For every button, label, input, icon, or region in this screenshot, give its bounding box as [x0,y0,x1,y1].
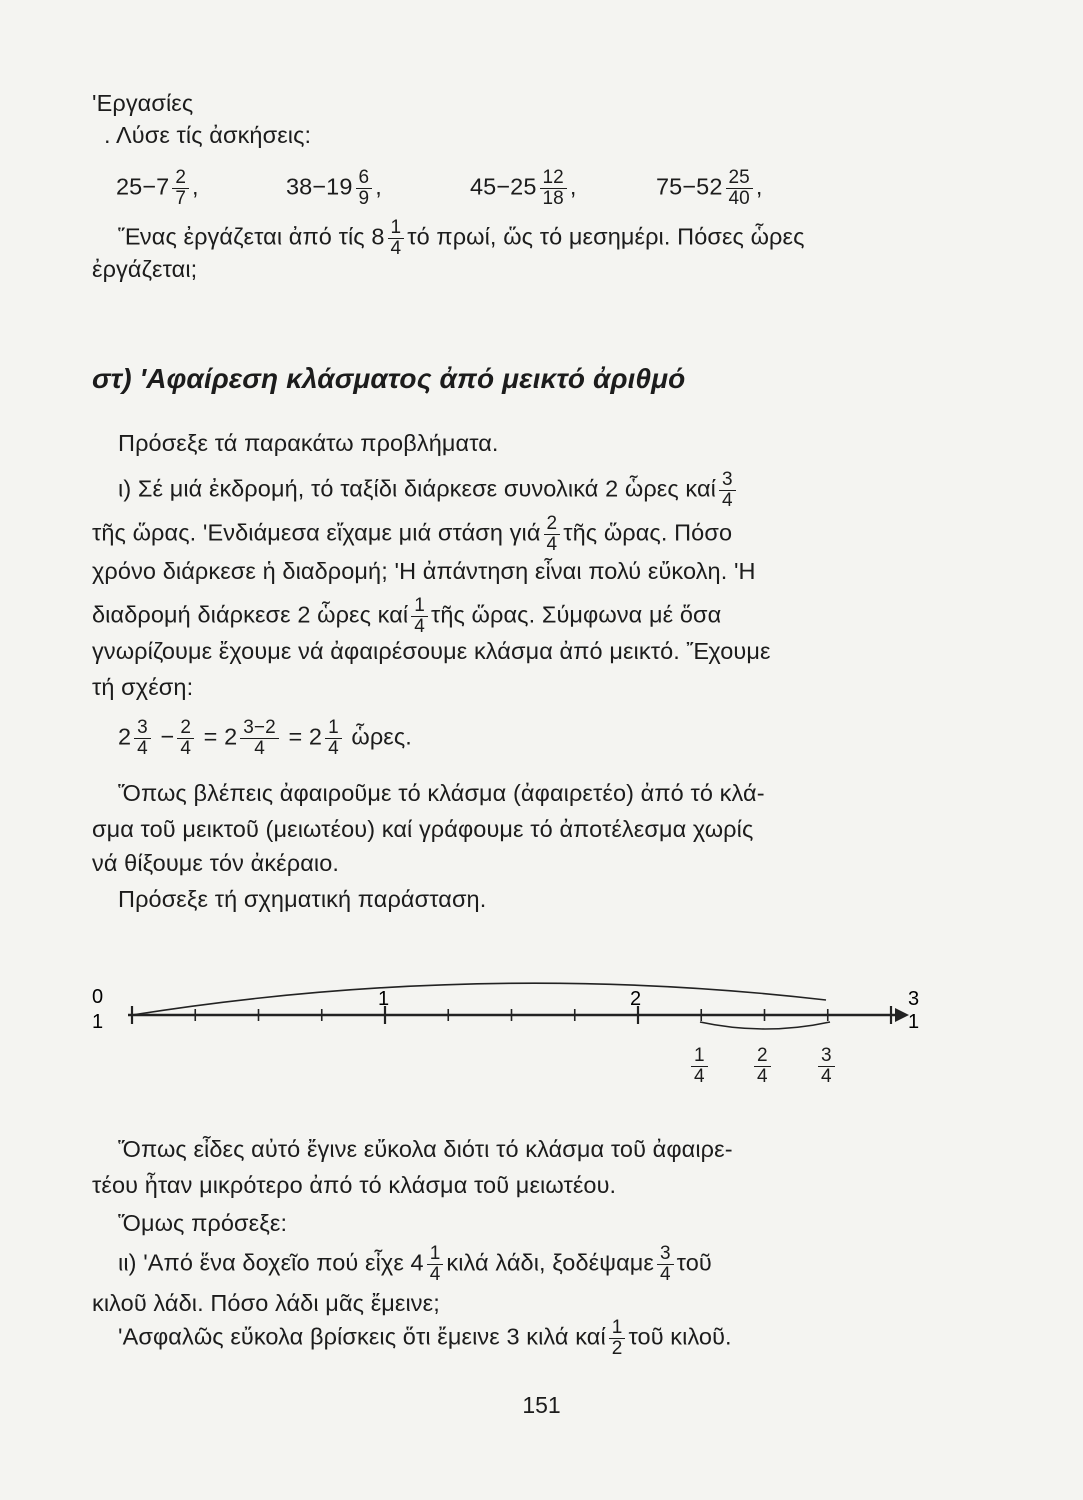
number-line-diagram [0,970,1083,1090]
exercise-problem: Ἕνας ἐργάζεται ἀπό τίς 8 $\frac{1}{4}$ τό πρωί, ὥς τό μεσημέρι. Πόσες ὧρες [118,217,805,259]
diagram-fraction-2-4: $\frac{2}{4}$ [751,1046,774,1087]
fraction: $\frac{12}{18}$ [540,168,567,209]
exercise-item-1: 25−7 $\frac{2}{7}$ , [116,167,199,209]
label-zero-top: 0 [92,986,104,1008]
diagram-fraction-1-4: $\frac{1}{4}$ [688,1046,711,1087]
explanation-line3: νά θίξουμε τόν ἀκέραιο. [92,850,340,876]
exercise-item-4: 75−52 $\frac{25}{40}$ , [656,167,763,209]
label-zero-bottom: 1 [92,1011,104,1033]
problem2-answer: 'Ασφαλῶς εὔκολα βρίσκεις ὅτι ἔμεινε 3 κιλά καί $\frac{1}{2}$ τοῦ κιλοῦ. [118,1317,732,1359]
fraction: $\frac{6}{9}$ [356,168,373,209]
label-two: 2 [630,988,642,1010]
section-heading: στ) 'Αφαίρεση κλάσματος ἀπό μεικτό ἀριθμό [92,363,686,394]
arc-whole [132,983,826,1015]
explanation-line2: σμα τοῦ μεικτοῦ (μειωτέου) καί γράφουμε τό ἀποτέλεσμα χωρίς [92,816,754,842]
exercises-title: 'Εργασίες [92,90,194,116]
problem1-line3: χρόνο διάρκεσε ἡ διαδρομή; 'Η ἀπάντηση εἶναι πολύ εὔκολη. 'Η [92,558,756,584]
problem1-line4: διαδρομή διάρκεσε 2 ὧρες καί $\frac{1}{4}$ τῆς ὥρας. Σύμφωνα μέ ὅσα [92,595,722,637]
label-one: 1 [378,988,390,1010]
conclusion-line2: τέου ἦταν μικρότερο ἀπό τό κλάσμα τοῦ μειωτέου. [92,1172,617,1198]
problem1-line6: τή σχέση: [92,674,194,700]
label-three-top: 3 [908,988,920,1010]
page-number: 151 [522,1392,561,1418]
exercise-item-2: 38−19 $\frac{6}{9}$ , [286,167,382,209]
fraction: $\frac{3}{4}$ [719,470,736,511]
problem1-line5: γνωρίζουμε ἔχουμε νά ἀφαιρέσουμε κλάσμα ἀπό μεικτό. Ἔχουμε [92,638,771,664]
arrowhead-icon [895,1008,909,1022]
label-three-bottom: 1 [908,1011,920,1033]
fraction: $\frac{2}{7}$ [172,168,189,209]
problem1-line2: τῆς ὥρας. 'Ενδιάμεσα εἴχαμε μιά στάση γιά $\frac{2}{4}$ τῆς ὥρας. Πόσο [92,513,733,555]
conclusion-line1: Ὅπως εἶδες αὐτό ἔγινε εὔκολα διότι τό κλάσμα τοῦ ἀφαιρε- [118,1136,733,1162]
fraction: $\frac{1}{4}$ [411,596,428,637]
fraction: $\frac{25}{40}$ [726,168,753,209]
fraction: $\frac{1}{4}$ [388,218,405,259]
attention-line: Ὅμως πρόσεξε: [118,1210,288,1236]
equation: 2 $\frac{3}{4}$ − $\frac{2}{4}$ = 2 $\frac{3-2}{4}$ = 2 $\frac{1}{4}$ ὧρες. [118,717,412,759]
problem1-line1: ι) Σέ μιά ἐκδρομή, τό ταξίδι διάρκεσε συνολικά 2 ὧρες καί $\frac{3}{4}$ [118,470,739,511]
explanation-line1: Ὅπως βλέπεις ἀφαιροῦμε τό κλάσμα (ἀφαιρετέο) ἀπό τό κλά- [118,780,765,806]
exercise-problem-cont: ἐργάζεται; [92,256,198,282]
exercise-item-3: 45−25 $\frac{12}{18}$ , [470,167,577,209]
intro-line: Πρόσεξε τά παρακάτω προβλήματα. [118,430,499,456]
diagram-caption: Πρόσεξε τή σχηματική παράσταση. [118,886,487,912]
problem2-line1: ιι) 'Από ἕνα δοχεῖο πού εἶχε 4 $\frac{1}{4}$ κιλά λάδι, ξοδέψαμε $\frac{3}{4}$ τοῦ [118,1243,712,1285]
arc-portion [700,1022,830,1029]
exercises-instruction: . Λύσε τίς ἀσκήσεις: [104,122,312,148]
fraction: $\frac{2}{4}$ [544,514,561,555]
diagram-fraction-3-4: $\frac{3}{4}$ [815,1046,838,1087]
problem2-line2: κιλοῦ λάδι. Πόσο λάδι μᾶς ἔμεινε; [92,1290,440,1316]
